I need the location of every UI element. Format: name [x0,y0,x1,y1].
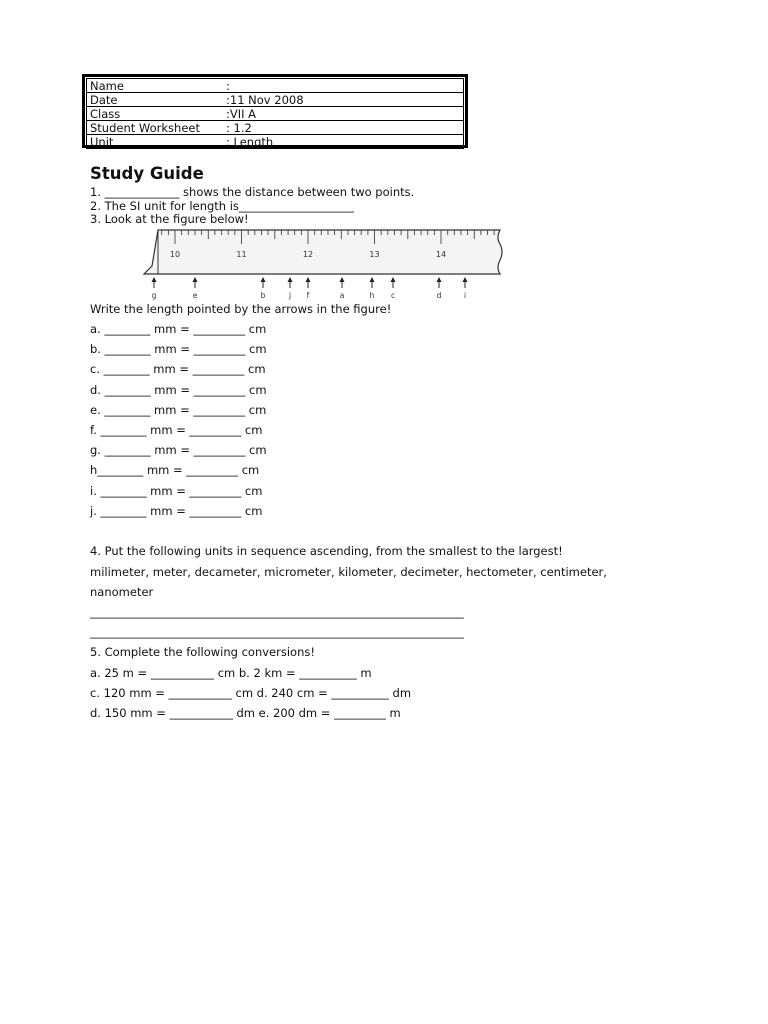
ruler-arrow [193,277,198,300]
arrow-label: d [436,291,442,300]
answer-line-j: j. ________ mm = _________ cm [90,504,263,518]
answer-line-h: h________ mm = _________ cm [90,463,260,477]
info-label: Name [87,79,224,93]
arrow-head [463,277,468,282]
arrow-label: i [463,291,467,300]
arrow-head [288,277,293,282]
answer-line-a: a. ________ mm = _________ cm [90,322,267,336]
info-row-worksheet [87,121,464,135]
info-value: :VII A [223,107,464,121]
arrow-label: j [288,291,292,300]
conversion-line-1: a. 25 m = ___________ cm b. 2 km = __________ m [90,666,372,680]
ruler-arrow [306,277,311,300]
answer-line-f: f. ________ mm = _________ cm [90,423,263,437]
instruction-text: Write the length pointed by the arrows in the figure! [90,302,392,316]
info-value: :11 Nov 2008 [223,93,464,107]
student-info-box [82,74,468,148]
ruler-arrow [370,277,375,300]
answer-line-e: e. ________ mm = _________ cm [90,403,267,417]
info-row-class [87,107,464,121]
ruler-number: 14 [435,250,447,259]
answer-blank-2: _________________________________________________________________ [90,625,464,639]
arrow-head [261,277,266,282]
units-list-line-2: nanometer [90,585,154,599]
ruler-figure [140,226,510,302]
arrow-label: g [151,291,157,300]
arrow-label: f [306,291,310,300]
question-5: 5. Complete the following conversions! [90,645,315,659]
ruler-number: 11 [236,250,247,259]
info-value: : 1.2 [223,121,464,135]
question-4: 4. Put the following units in sequence ascending, from the smallest to the largest! [90,544,563,558]
info-value: : Length [223,135,464,149]
ruler-number: 12 [302,250,314,259]
info-label: Unit [87,135,224,149]
arrow-label: h [369,291,375,300]
arrow-head [437,277,442,282]
arrow-label: e [192,291,198,300]
answer-line-i: i. ________ mm = _________ cm [90,484,263,498]
arrow-label: b [260,291,266,300]
ruler-arrow [437,277,442,300]
arrow-head [193,277,198,282]
arrow-label: a [339,291,345,300]
ruler-arrows [152,277,468,300]
arrow-head [306,277,311,282]
answer-line-b: b. ________ mm = _________ cm [90,342,267,356]
ruler-number: 13 [369,250,380,259]
conversion-line-3: d. 150 mm = ___________ dm e. 200 dm = _________ m [90,706,401,720]
arrow-label: c [390,291,396,300]
arrow-head [370,277,375,282]
ruler-outline [144,230,502,274]
info-row-name [87,79,464,93]
question-3: 3. Look at the figure below! [90,212,249,226]
info-label: Student Worksheet [87,121,224,135]
student-info-table [86,78,464,149]
info-label: Date [87,93,224,107]
ruler-arrow [391,277,396,300]
arrow-head [391,277,396,282]
answer-line-c: c. ________ mm = _________ cm [90,362,266,376]
conversion-line-2: c. 120 mm = ___________ cm d. 240 cm = __________ dm [90,686,412,700]
ruler-number: 10 [169,250,181,259]
answer-line-g: g. ________ mm = _________ cm [90,443,267,457]
info-row-date [87,93,464,107]
ruler-arrow [340,277,345,300]
arrow-head [340,277,345,282]
ruler-arrow [463,277,468,300]
ruler-arrow [288,277,293,300]
units-list-line-1: milimeter, meter, decameter, micrometer, kilometer, decimeter, hectometer, centimeter, [90,565,607,579]
question-2: 2. The SI unit for length is____________________ [90,199,354,213]
info-value: : [223,79,464,93]
page-title: Study Guide [90,164,204,183]
ruler-body [144,230,502,274]
answer-line-d: d. ________ mm = _________ cm [90,383,267,397]
info-label: Class [87,107,224,121]
ruler-arrow [261,277,266,300]
arrow-head [152,277,157,282]
info-row-unit [87,135,464,149]
ruler-arrow [152,277,157,300]
question-1: 1. _____________ shows the distance between two points. [90,185,415,199]
answer-blank-1: _________________________________________________________________ [90,605,464,619]
